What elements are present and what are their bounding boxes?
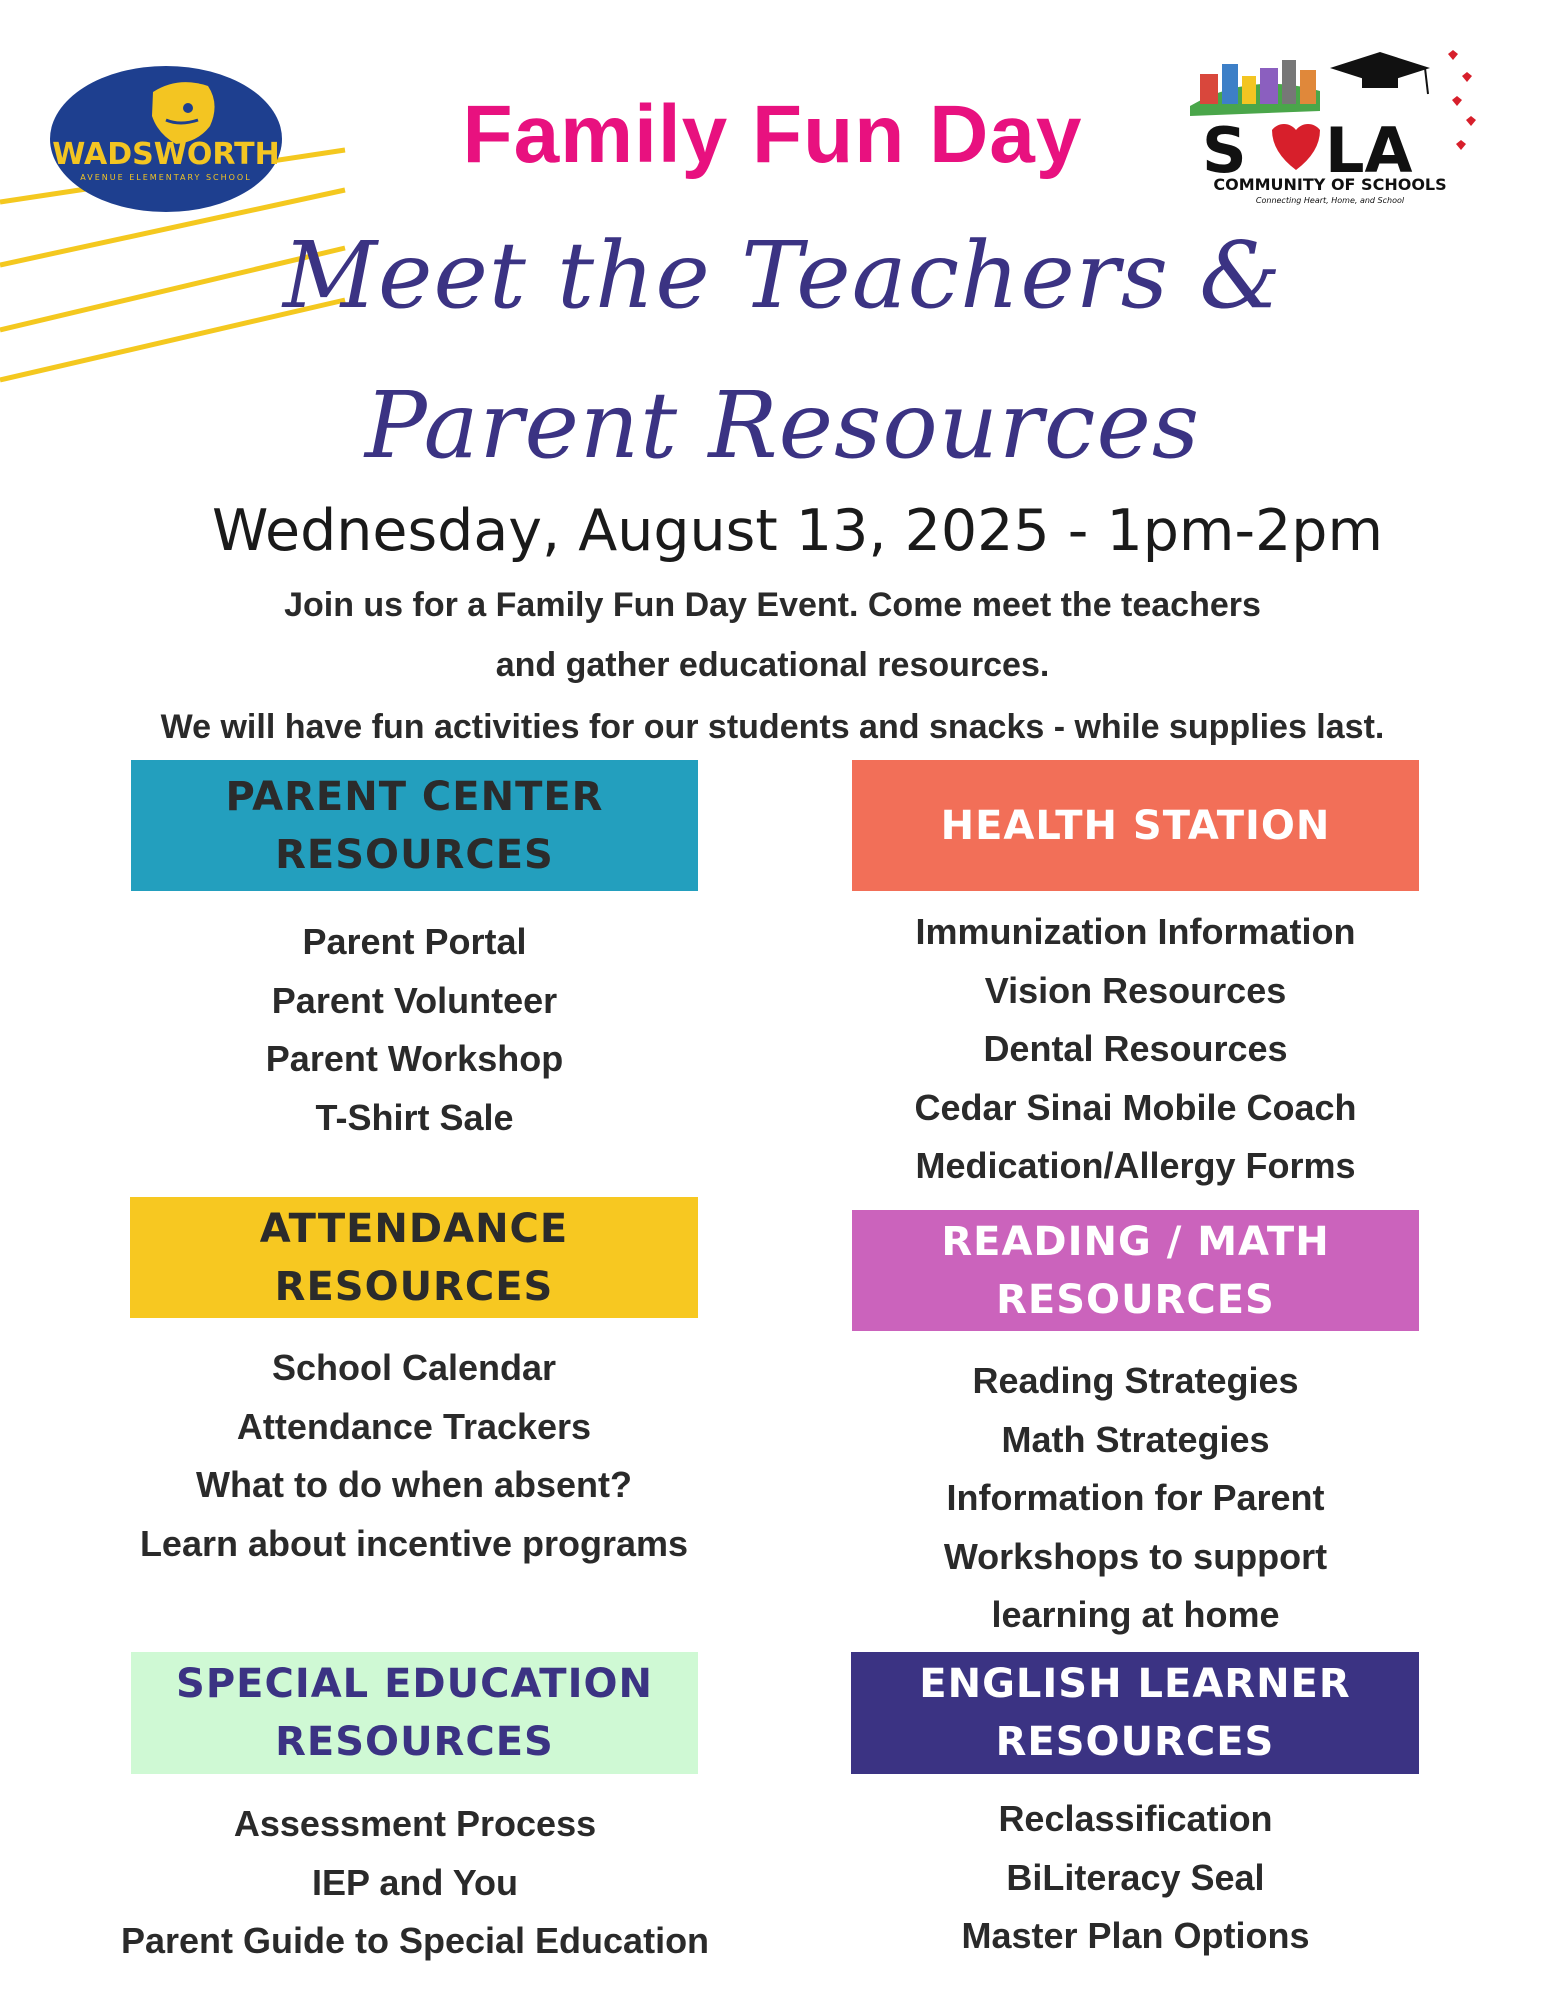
attendance-title-1: ATTENDANCE [259, 1205, 569, 1252]
health-station-header [852, 760, 1419, 891]
list-item: Attendance Trackers [236, 1405, 592, 1447]
attendance-title-2: RESOURCES [274, 1263, 554, 1310]
wadsworth-subtitle: AVENUE ELEMENTARY SCHOOL [80, 173, 252, 182]
list-item: Reclassification [998, 1798, 1273, 1839]
list-item: Vision Resources [984, 969, 1287, 1011]
list-item: Parent Portal [302, 921, 527, 962]
list-item: Reading Strategies [972, 1360, 1299, 1401]
english-learner-title-1: ENGLISH LEARNER [919, 1661, 1351, 1707]
headline-line-1: Meet the Teachers & [282, 222, 1283, 329]
reading-math-list [852, 1352, 1419, 1645]
english-learner-header [851, 1652, 1419, 1774]
sola-name: S [1202, 114, 1247, 187]
list-item: Math Strategies [1001, 1418, 1270, 1460]
list-item: Master Plan Options [961, 1915, 1310, 1956]
list-item: Dental Resources [983, 1028, 1288, 1069]
special-education-title-1: SPECIAL EDUCATION [176, 1661, 653, 1707]
intro-line-1: Join us for a Family Fun Day Event. Come meet the teachers [284, 586, 1261, 624]
list-item: What to do when absent? [196, 1464, 632, 1505]
event-title: Family Fun Day [462, 89, 1083, 180]
english-learner-list [852, 1790, 1419, 1966]
list-item: Learn about incentive programs [139, 1522, 689, 1564]
parent-center-list [131, 913, 698, 1147]
reading-math-title-1: READING / MATH [941, 1218, 1330, 1265]
headline-line-2: Parent Resources [364, 372, 1201, 479]
list-item: Cedar Sinai Mobile Coach [914, 1086, 1357, 1128]
list-item: Assessment Process [233, 1803, 597, 1844]
attendance-header [130, 1197, 698, 1318]
health-station-list [852, 903, 1419, 1196]
special-education-list [100, 1795, 730, 1971]
list-item: learning at home [991, 1594, 1280, 1635]
list-item: Parent Volunteer [271, 979, 558, 1021]
list-item: Immunization Information [915, 911, 1356, 952]
list-item: IEP and You [311, 1861, 519, 1903]
special-education-title-2: RESOURCES [275, 1719, 554, 1765]
health-station-title: HEALTH STATION [940, 802, 1331, 849]
list-item: Medication/Allergy Forms [915, 1145, 1356, 1186]
english-learner-title-2: RESOURCES [995, 1719, 1275, 1765]
list-item: BiLiteracy Seal [1006, 1856, 1265, 1898]
intro-line-3: We will have fun activities for our students and snacks - while supplies last. [160, 708, 1385, 746]
reading-math-header [852, 1210, 1419, 1331]
list-item: Parent Workshop [265, 1038, 564, 1079]
list-item: Information for Parent [946, 1477, 1325, 1518]
svg-text:LA: LA [1325, 114, 1413, 187]
list-item: Workshops to support [943, 1535, 1328, 1577]
attendance-list [114, 1339, 714, 1573]
parent-center-title-2: RESOURCES [275, 831, 554, 878]
parent-center-title-1: PARENT CENTER [225, 773, 604, 820]
wadsworth-name: WADSWORTH [52, 137, 280, 172]
reading-math-title-2: RESOURCES [996, 1276, 1275, 1323]
special-education-header [131, 1652, 698, 1774]
parent-center-header [131, 760, 698, 891]
sola-line: COMMUNITY OF SCHOOLS [1213, 175, 1447, 194]
list-item: School Calendar [271, 1347, 557, 1388]
sola-tagline: Connecting Heart, Home, and School [1255, 196, 1405, 205]
event-date: Wednesday, August 13, 2025 - 1pm-2pm [212, 498, 1383, 564]
intro-line-2: and gather educational resources. [495, 646, 1050, 684]
list-item: Parent Guide to Special Education [120, 1920, 710, 1961]
list-item: T-Shirt Sale [315, 1096, 514, 1138]
